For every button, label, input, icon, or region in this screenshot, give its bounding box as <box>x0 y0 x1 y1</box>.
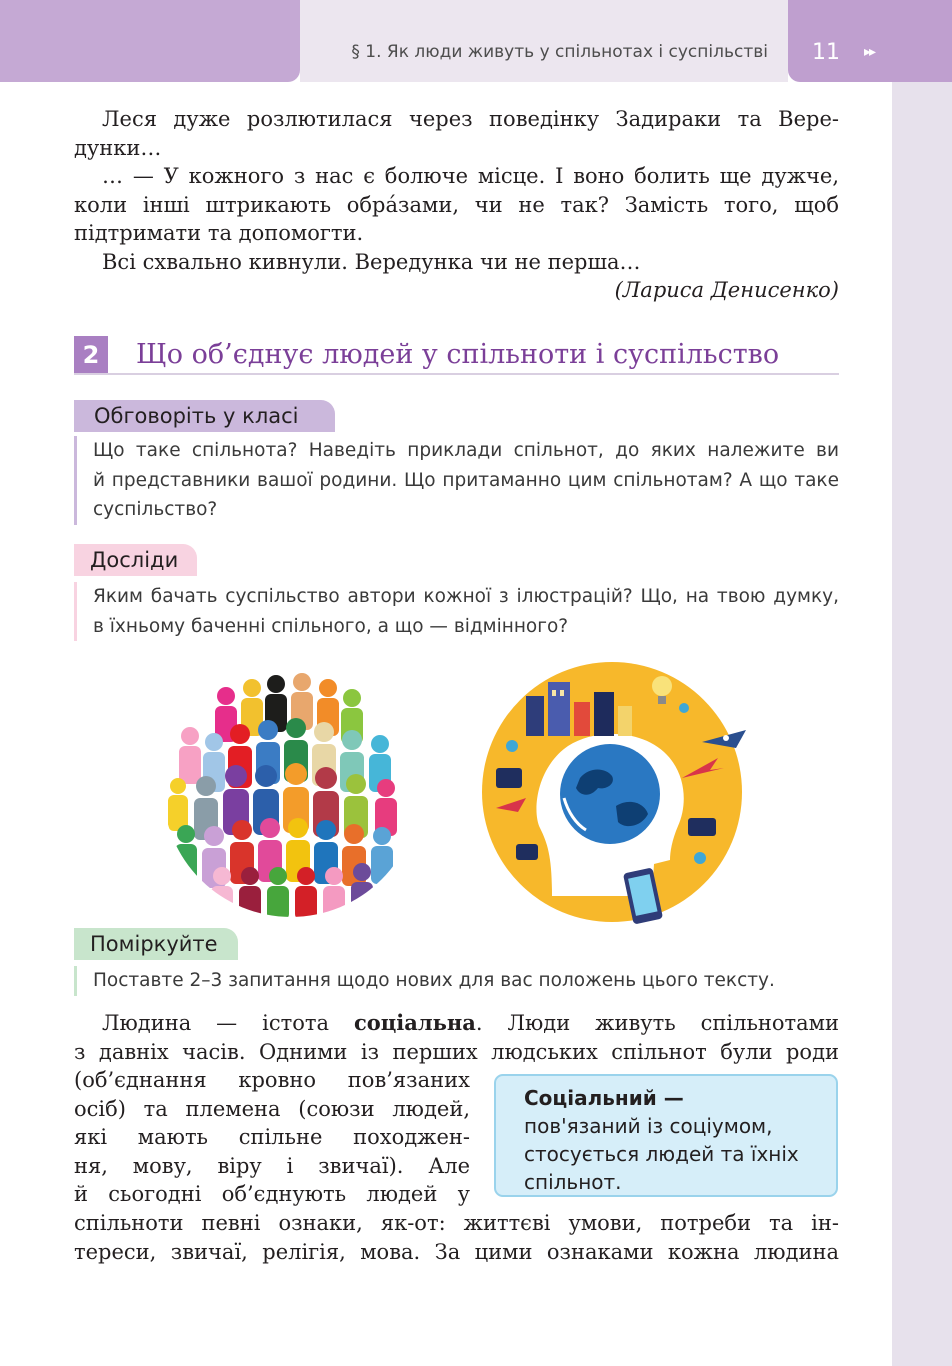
section-title: Що об’єднує людей у спільноти і суспільство <box>136 339 780 370</box>
discuss-text <box>74 436 839 525</box>
next-arrows-icon: ▸▸ <box>864 44 875 60</box>
header-bar <box>300 0 788 82</box>
main-line: спільноти певні ознаки, як-от: життєві умови, потреби та ін- <box>74 1211 839 1235</box>
story-line: підтримати та допомогти. <box>74 221 364 245</box>
main-line: які мають спільне походжен- <box>74 1125 470 1149</box>
main-line <box>74 1009 839 1038</box>
main-line: тереси, звичаї, релігія, мова. За цими ознаками кожна людина <box>74 1239 839 1264</box>
definition-term: Соціальний — <box>524 1086 684 1110</box>
definition-line: стосується людей та їхніх <box>524 1142 799 1166</box>
research-line: в їхньому баченні спільного, а що — відмінного? <box>93 615 569 637</box>
think-text <box>74 966 839 996</box>
main-line: з давніх часів. Одними із перших людських спільнот були роди <box>74 1039 839 1064</box>
research-text <box>74 582 839 641</box>
main-text-narrow <box>74 1066 470 1209</box>
section-number: 2 <box>74 336 108 374</box>
globe-icon <box>560 744 660 844</box>
story-author: (Лариса Денисенко) <box>614 278 839 302</box>
main-line: (об’єднання кровно пов’язаних <box>74 1068 470 1092</box>
discuss-line: Що таке спільнота? Наведіть приклади спільнот, до яких належите ви <box>93 440 839 461</box>
definition-line: пов'язаний із соціумом, <box>524 1114 773 1138</box>
main-line: ня, мову, віру і звичаї). Але <box>74 1153 470 1178</box>
header-left-tab <box>0 0 300 82</box>
main-text-span: . Люди живуть спільнотами <box>475 1011 839 1035</box>
think-label: Поміркуйте <box>74 928 238 960</box>
main-text <box>74 1009 839 1066</box>
definition-line: спільнот. <box>524 1170 622 1194</box>
main-line: осіб) та племена (союзи людей, <box>74 1096 470 1121</box>
story-line: дунки… <box>74 135 162 160</box>
story-line: Леся дуже розлютилася через поведінку Задираки та Вере- <box>102 107 839 131</box>
discuss-label: Обговоріть у класі <box>74 400 335 432</box>
story-excerpt <box>74 105 839 305</box>
story-line: Всі схвально кивнули. Вередунка чи не перша… <box>102 249 641 274</box>
head-globe-illustration <box>456 648 768 926</box>
definition-box <box>494 1074 838 1197</box>
research-label: Досліди <box>74 544 197 576</box>
story-line: коли інші штрикають обра́зами, чи не так? Замість того, щоб <box>74 192 839 217</box>
chapter-title: § 1. Як люди живуть у спільнотах і суспільстві <box>351 42 768 62</box>
main-text-bottom <box>74 1209 839 1266</box>
discuss-line: суспільство? <box>93 499 218 520</box>
section-divider <box>74 373 839 375</box>
main-text-span: Людина — істота <box>102 1011 354 1035</box>
page-side-strip <box>892 0 952 1366</box>
puzzle-people-illustration <box>160 658 422 920</box>
think-line: Поставте 2–3 запитання щодо нових для вас положень цього тексту. <box>93 970 775 991</box>
main-line: й сьогодні об’єднують людей у <box>74 1182 470 1206</box>
discuss-line: й представники вашої родини. Що притаманно цим спільнотам? А що таке <box>93 469 839 491</box>
page-number: 11 <box>812 40 840 65</box>
research-line: Яким бачать суспільство автори кожної з ілюстрацій? Що, на твою думку, <box>93 586 839 607</box>
story-line: … — У кожного з нас є болюче місце. І воно болить ще дужче, <box>102 164 839 188</box>
term-bold: соціальна <box>353 1010 476 1035</box>
